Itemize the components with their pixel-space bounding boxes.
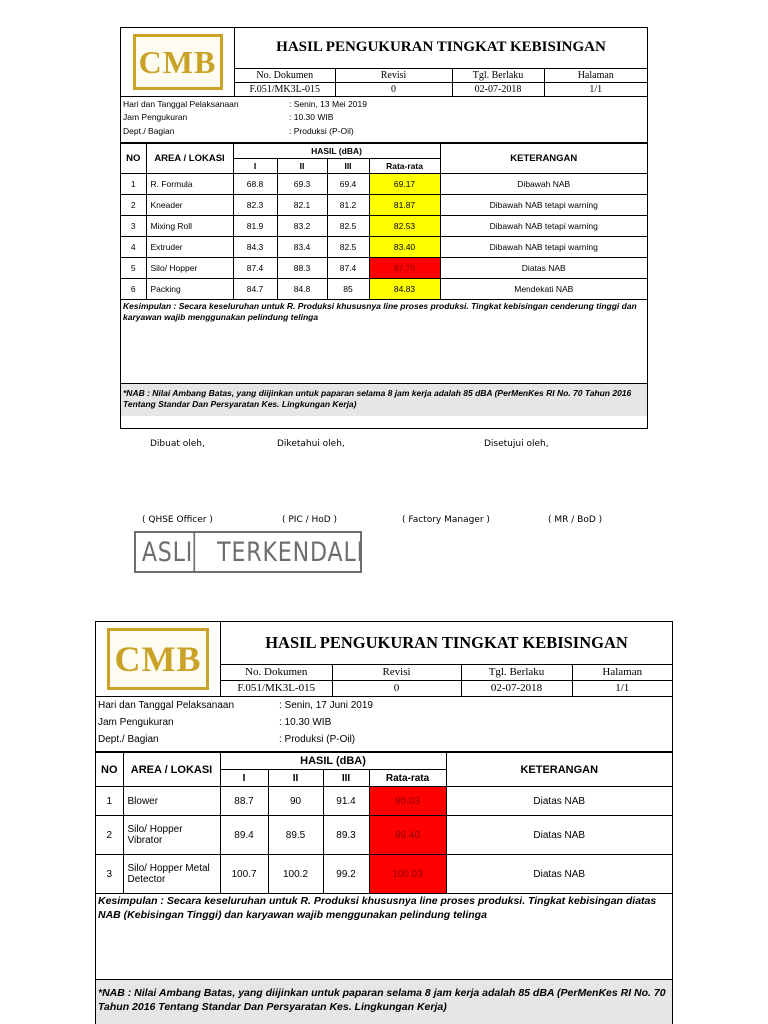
col-header-i: I [220,770,268,787]
nab-footnote: *NAB : Nilai Ambang Batas, yang diijinkan untuk paparan selama 8 jam kerja adalah 85 dBA (PerMenKes RI No. 70 Tahun 2016 Tentang Standar Dan Persyaratan Kes. Lingkungan Kerja) [121,384,647,416]
conclusion-text: Kesimpulan : Secara keseluruhan untuk R. Produksi khususnya line proses produksi. Tingkat kebisingan diatas NAB (Kebisingan Tinggi) dan karyawan wajib menggunakan pelindung telinga [96,894,672,980]
cell-reading-ii: 83.4 [277,236,327,257]
info-value-dept: : Produksi (P-Oil) [289,125,354,136]
header-right [221,622,672,696]
cell-reading-i: 84.3 [233,236,277,257]
col-header-remarks: KETERANGAN [440,143,647,173]
cell-reading-iii: 82.5 [327,215,369,236]
meta-revision: 0 [332,680,461,696]
cell-no: 2 [96,816,123,855]
meta-doc-no: F.051/MK3L-015 [235,82,335,96]
cell-no: 1 [96,787,123,816]
cell-remarks: Diatas NAB [440,257,647,278]
table-row [121,236,647,257]
col-header-iii: III [323,770,369,787]
col-header-remarks: KETERANGAN [446,753,672,787]
cell-average: 81.87 [369,194,440,215]
meta-header-effective-date: Tgl. Berlaku [452,68,544,82]
cmb-logo [107,628,209,690]
cell-remarks: Dibawah NAB tetapi warning [440,236,647,257]
cell-reading-iii: 81.2 [327,194,369,215]
controlled-copy-stamp [134,531,362,573]
cell-area: Extruder [146,236,233,257]
meta-page: 1/1 [544,82,647,96]
col-header-result: HASIL (dBA) [233,143,440,158]
cell-reading-iii: 91.4 [323,787,369,816]
cell-reading-i: 82.3 [233,194,277,215]
cell-area: Blower [123,787,220,816]
col-header-area: AREA / LOKASI [123,753,220,787]
cell-area: Mixing Roll [146,215,233,236]
cell-area: Silo/ Hopper [146,257,233,278]
document-meta-table [235,68,647,97]
signature-label-prepared: Dibuat oleh, [150,439,205,449]
noise-measurement-table [121,143,647,300]
table-row [121,173,647,194]
logo-text: CMB [114,639,202,679]
info-label-dept: Dept./ Bagian [123,125,175,136]
cell-reading-ii: 90 [268,787,323,816]
cell-area: Silo/ Hopper Vibrator [123,816,220,855]
table-row [96,855,672,894]
cell-reading-i: 100.7 [220,855,268,894]
col-header-area: AREA / LOKASI [146,143,233,173]
cell-average: 87.70 [369,257,440,278]
meta-header-doc-no: No. Dokumen [221,664,332,680]
noise-report-june [95,621,673,1024]
col-header-average: Rata-rata [369,158,440,173]
cell-remarks: Dibawah NAB tetapi warning [440,194,647,215]
cell-reading-ii: 84.8 [277,278,327,299]
cell-reading-i: 68.8 [233,173,277,194]
cell-remarks: Dibawah NAB tetapi warning [440,215,647,236]
document-meta-table [221,664,672,697]
cell-no: 6 [121,278,146,299]
report-header [96,622,672,697]
table-row [121,194,647,215]
conclusion-text: Kesimpulan : Secara keseluruhan untuk R. Produksi khususnya line proses produksi. Tingkat kebisingan cenderung tinggi dan karyawan wajib menggunakan pelindung telinga [121,300,647,384]
report-title: HASIL PENGUKURAN TINGKAT KEBISINGAN [276,39,606,56]
cell-average: 90.03 [369,787,446,816]
nab-footnote: *NAB : Nilai Ambang Batas, yang diijinkan untuk paparan selama 8 jam kerja adalah 85 dBA (PerMenKes RI No. 70 Tahun 2016 Tentang Standar Dan Persyaratan Kes. Lingkungan Kerja) [96,980,672,1024]
cell-average: 69.17 [369,173,440,194]
cell-reading-iii: 99.2 [323,855,369,894]
cell-no: 2 [121,194,146,215]
noise-report-may [120,27,648,429]
cell-reading-i: 89.4 [220,816,268,855]
col-header-average: Rata-rata [369,770,446,787]
report-title: HASIL PENGUKURAN TINGKAT KEBISINGAN [265,632,628,652]
cell-reading-i: 88.7 [220,787,268,816]
logo-cell [121,28,235,96]
table-body [96,787,672,894]
cell-reading-i: 81.9 [233,215,277,236]
cmb-logo [133,34,223,90]
info-label-time: Jam Pengukuran [123,112,188,123]
cell-average: 83.40 [369,236,440,257]
col-header-iii: III [327,158,369,173]
noise-measurement-table [96,752,672,894]
cell-reading-ii: 89.5 [268,816,323,855]
table-body [121,173,647,299]
cell-area: Kneader [146,194,233,215]
cell-reading-iii: 69.4 [327,173,369,194]
cell-area: Packing [146,278,233,299]
measurement-info [121,97,647,143]
cell-reading-i: 84.7 [233,278,277,299]
cell-reading-iii: 85 [327,278,369,299]
signature-role-qhse: ( QHSE Officer ) [142,515,213,525]
cell-reading-i: 87.4 [233,257,277,278]
cell-no: 1 [121,173,146,194]
cell-reading-iii: 82.5 [327,236,369,257]
meta-header-page: Halaman [544,68,647,82]
cell-reading-iii: 89.3 [323,816,369,855]
logo-text: CMB [138,43,217,80]
meta-revision: 0 [335,82,452,96]
cell-area: R. Formula [146,173,233,194]
cell-average: 84.83 [369,278,440,299]
info-value-dept: : Produksi (P-Oil) [279,734,356,745]
signature-label-approved: Disetujui oleh, [484,439,549,449]
cell-remarks: Diatas NAB [446,787,672,816]
cell-remarks: Mendekati NAB [440,278,647,299]
info-value-time: : 10.30 WIB [289,112,334,123]
cell-reading-iii: 87.4 [327,257,369,278]
info-value-date: : Senin, 17 Juni 2019 [279,700,373,711]
col-header-result: HASIL (dBA) [220,753,446,770]
table-row [96,816,672,855]
cell-reading-ii: 88.3 [277,257,327,278]
signature-label-acknowledged: Diketahui oleh, [277,439,345,449]
signature-role-factory-manager: ( Factory Manager ) [402,515,490,525]
cell-reading-ii: 100.2 [268,855,323,894]
table-row [96,787,672,816]
header-right [235,28,647,96]
info-label-date: Hari dan Tanggal Pelaksanaan [123,99,239,109]
table-row [121,278,647,299]
cell-average: 89.40 [369,816,446,855]
info-value-date: : Senin, 13 Mei 2019 [289,99,367,109]
meta-header-revision: Revisi [335,68,452,82]
col-header-ii: II [268,770,323,787]
signature-role-mr: ( MR / BoD ) [548,515,603,525]
cell-reading-ii: 69.3 [277,173,327,194]
cell-no: 3 [96,855,123,894]
meta-header-doc-no: No. Dokumen [235,68,335,82]
meta-header-effective-date: Tgl. Berlaku [461,664,572,680]
col-header-i: I [233,158,277,173]
col-header-no: NO [96,753,123,787]
info-label-date: Hari dan Tanggal Pelaksanaan [98,700,235,711]
cell-reading-ii: 83.2 [277,215,327,236]
cell-no: 4 [121,236,146,257]
cell-remarks: Diatas NAB [446,855,672,894]
col-header-ii: II [277,158,327,173]
table-row [121,215,647,236]
cell-remarks: Diatas NAB [446,816,672,855]
report-header [121,28,647,97]
cell-average: 100.03 [369,855,446,894]
meta-page: 1/1 [572,680,672,696]
meta-header-page: Halaman [572,664,672,680]
logo-cell [96,622,221,696]
stamp-text-original: ASLI [142,533,195,571]
meta-effective-date: 02-07-2018 [452,82,544,96]
table-row [121,257,647,278]
info-label-time: Jam Pengukuran [98,717,174,728]
info-label-dept: Dept./ Bagian [98,734,159,745]
signature-role-pic: ( PIC / HoD ) [282,515,338,525]
cell-reading-ii: 82.1 [277,194,327,215]
col-header-no: NO [121,143,146,173]
meta-header-revision: Revisi [332,664,461,680]
info-value-time: : 10.30 WIB [279,717,332,728]
cell-remarks: Dibawah NAB [440,173,647,194]
measurement-info [96,697,672,752]
cell-no: 3 [121,215,146,236]
cell-average: 82.53 [369,215,440,236]
cell-area: Silo/ Hopper Metal Detector [123,855,220,894]
cell-no: 5 [121,257,146,278]
meta-doc-no: F.051/MK3L-015 [221,680,332,696]
meta-effective-date: 02-07-2018 [461,680,572,696]
stamp-text-controlled: TERKENDALI [216,536,364,568]
